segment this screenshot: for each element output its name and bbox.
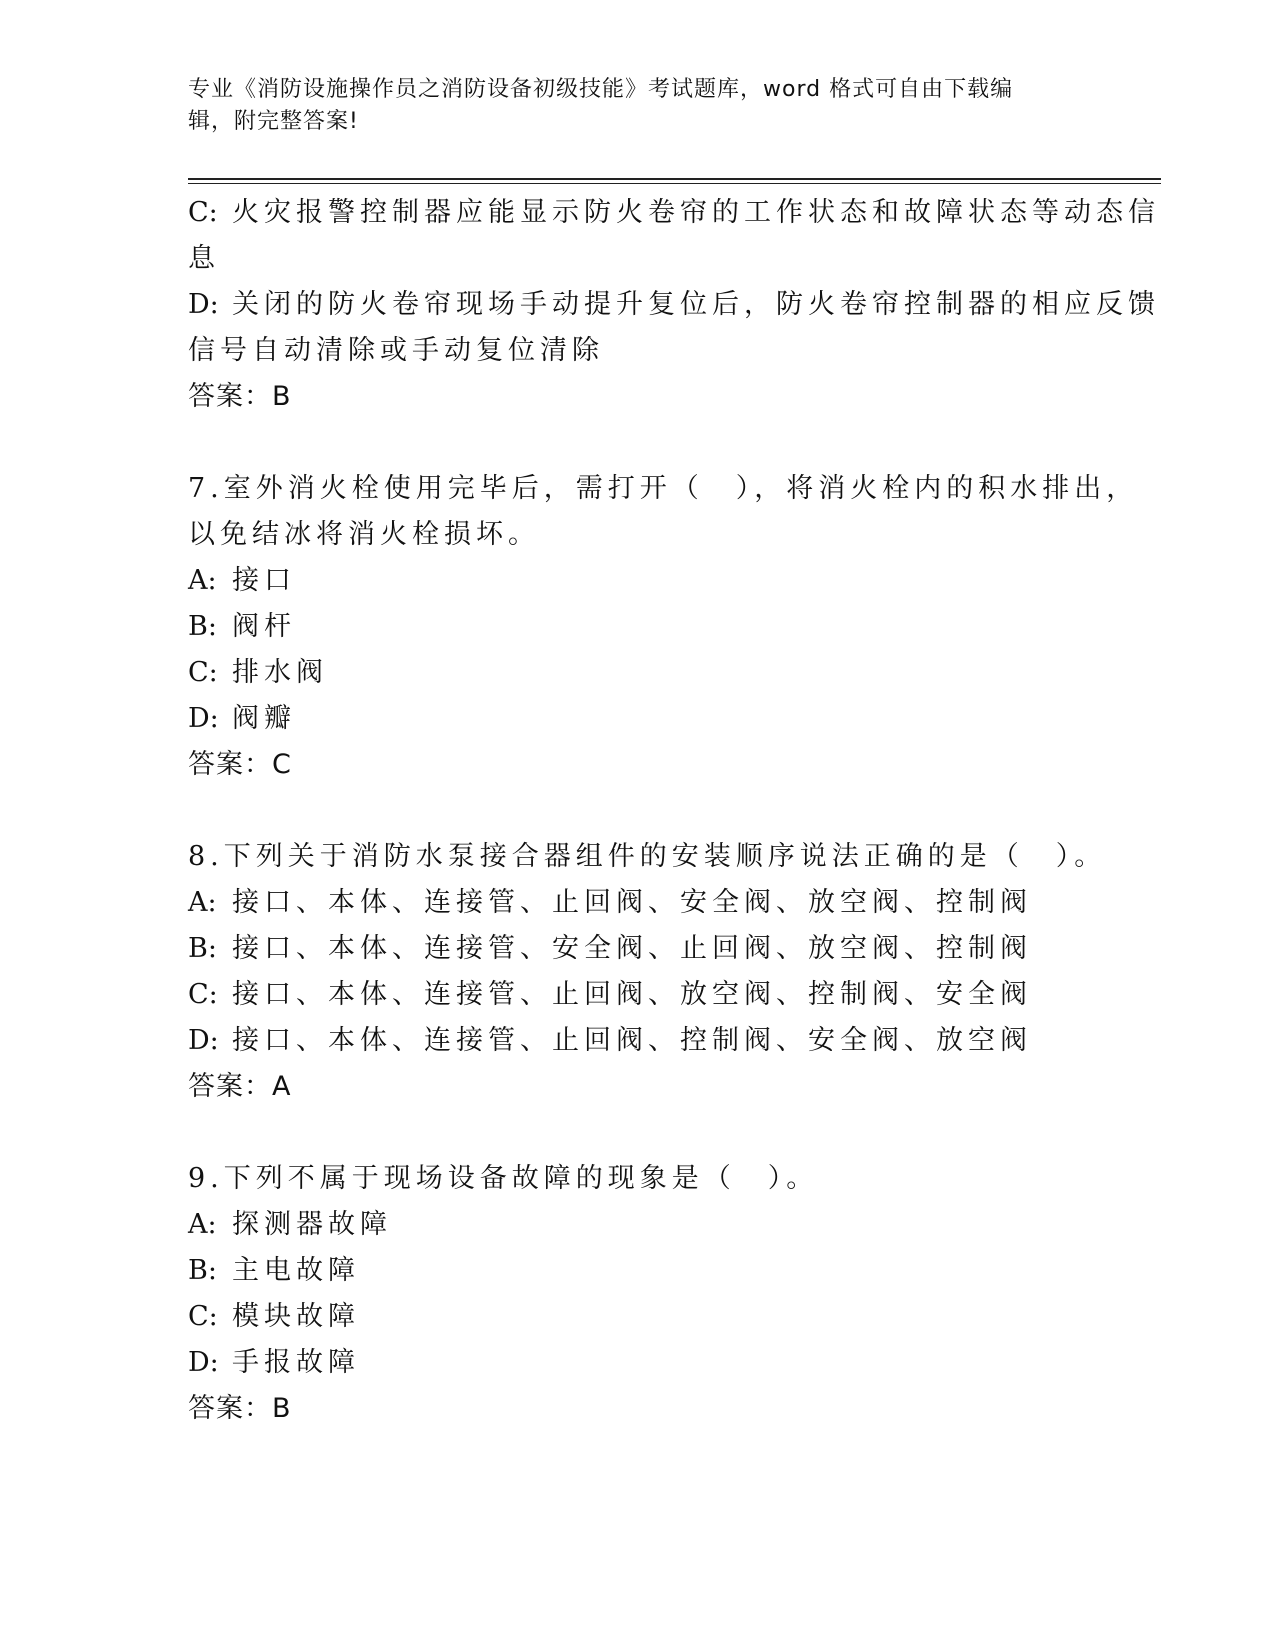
- option-d-continued: 信号自动清除或手动复位清除: [188, 335, 604, 366]
- option-text: 探测器故障: [232, 1209, 392, 1240]
- option-text: 阀瓣: [232, 703, 296, 734]
- option-label: D:: [188, 1025, 219, 1056]
- option-b: [188, 604, 1088, 650]
- option-c: [188, 1294, 1088, 1340]
- option-b: [188, 1248, 1088, 1294]
- option-a: [188, 558, 1088, 604]
- question-8: [188, 834, 1107, 1110]
- option-text: 排水阀: [232, 657, 328, 688]
- option-label: B:: [188, 933, 217, 964]
- option-label: D:: [188, 1347, 219, 1378]
- question-stem: 7.室外消火栓使用完毕后，需打开（ ），将消火栓内的积水排出，: [188, 473, 1139, 504]
- option-label: D:: [188, 703, 219, 734]
- option-c: [188, 650, 1088, 696]
- option-text: 接口、本体、连接管、止回阀、安全阀、放空阀、控制阀: [232, 887, 1032, 918]
- option-label: D:: [188, 289, 219, 320]
- option-text: 接口: [232, 565, 296, 596]
- answer-line: 答案：A: [188, 1071, 292, 1102]
- option-d: [188, 282, 1160, 328]
- answer-line: 答案：B: [188, 1393, 292, 1424]
- header-line-1: 专业《消防设施操作员之消防设备初级技能》考试题库，word 格式可自由下载编: [188, 77, 1014, 102]
- option-text: 接口、本体、连接管、安全阀、止回阀、放空阀、控制阀: [232, 933, 1032, 964]
- option-label: A:: [188, 1209, 217, 1240]
- answer-line: 答案：B: [188, 381, 292, 412]
- option-text: 手报故障: [232, 1347, 360, 1378]
- option-label: C:: [188, 197, 218, 228]
- spacer: [188, 1110, 1088, 1156]
- option-a: [188, 1202, 1088, 1248]
- option-label: B:: [188, 1255, 217, 1286]
- option-text: 主电故障: [232, 1255, 360, 1286]
- question-9: [188, 1156, 1088, 1432]
- option-c: [188, 972, 1088, 1018]
- option-d: [188, 696, 1088, 742]
- question-stem: 8.下列关于消防水泵接合器组件的安装顺序说法正确的是（ ）。: [188, 841, 1107, 872]
- question-7: [188, 466, 1139, 788]
- option-label: A:: [188, 887, 217, 918]
- option-text: 接口、本体、连接管、止回阀、放空阀、控制阀、安全阀: [232, 979, 1032, 1010]
- option-text: 模块故障: [232, 1301, 360, 1332]
- document-header: [188, 74, 1088, 138]
- option-label: C:: [188, 1301, 218, 1332]
- header-line-2: 辑，附完整答案!: [188, 109, 359, 134]
- spacer: [188, 420, 1088, 466]
- question-body: [188, 190, 1160, 1432]
- option-text: 接口、本体、连接管、止回阀、控制阀、安全阀、放空阀: [232, 1025, 1032, 1056]
- option-d: [188, 1018, 1088, 1064]
- option-text: 关闭的防火卷帘现场手动提升复位后，防火卷帘控制器的相应反馈: [232, 289, 1160, 320]
- option-label: A:: [188, 565, 217, 596]
- question-stem: 9.下列不属于现场设备故障的现象是（ ）。: [188, 1163, 819, 1194]
- option-c: [188, 190, 1160, 236]
- header-divider-thick: [188, 178, 1161, 180]
- option-a: [188, 880, 1088, 926]
- answer-line: 答案：C: [188, 749, 292, 780]
- header-divider-thin: [188, 183, 1161, 184]
- option-label: B:: [188, 611, 217, 642]
- option-text: 火灾报警控制器应能显示防火卷帘的工作状态和故障状态等动态信: [232, 197, 1160, 228]
- question-6-continuation: [188, 190, 1160, 420]
- option-b: [188, 926, 1088, 972]
- question-stem-continued: 以免结冰将消火栓损坏。: [188, 519, 540, 550]
- option-d: [188, 1340, 1088, 1386]
- option-label: C:: [188, 657, 218, 688]
- option-label: C:: [188, 979, 218, 1010]
- spacer: [188, 788, 1088, 834]
- option-c-continued: 息: [188, 243, 220, 274]
- option-text: 阀杆: [232, 611, 296, 642]
